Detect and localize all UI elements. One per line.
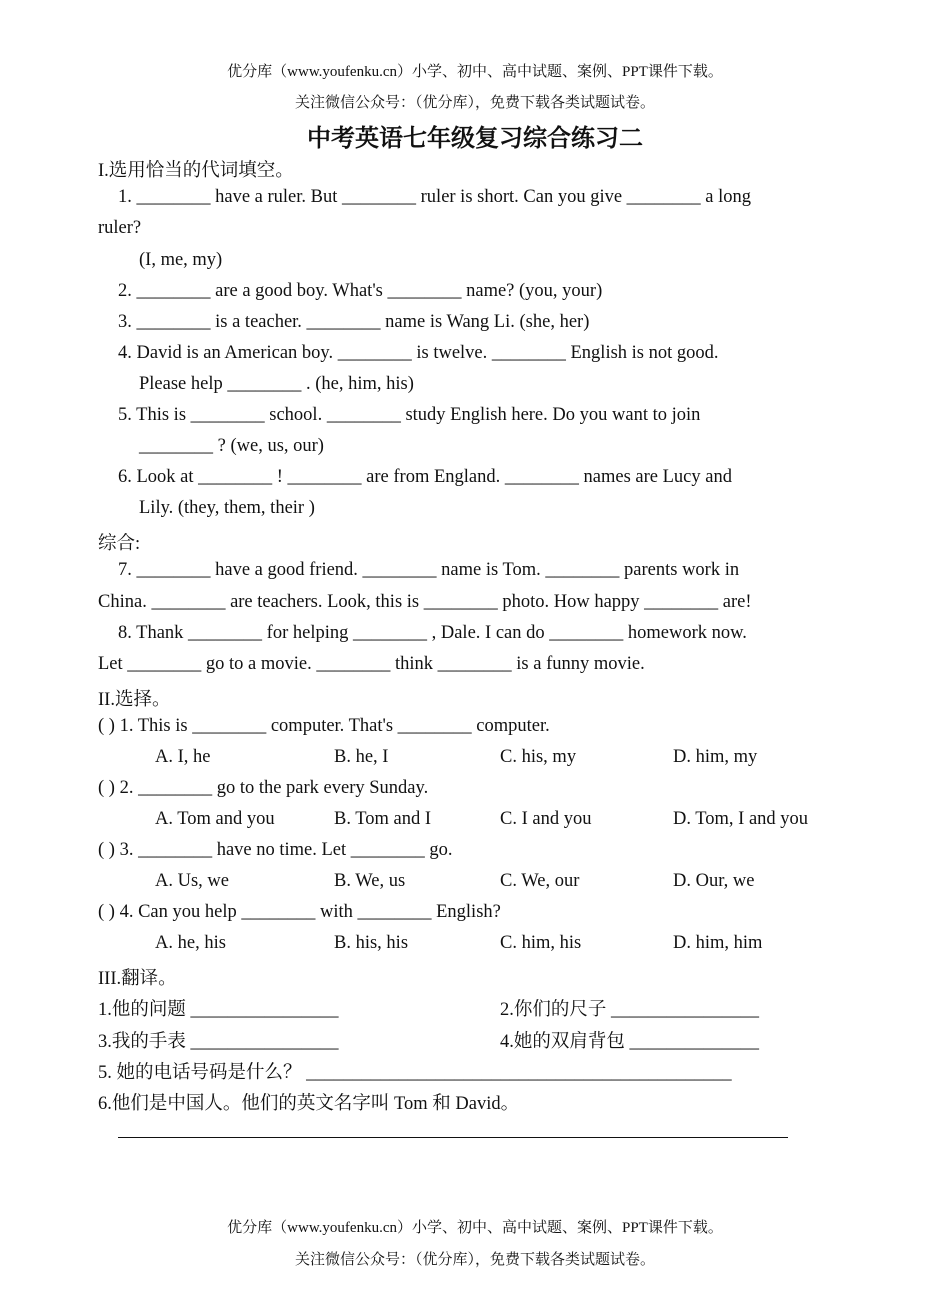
option-a: A. I, he xyxy=(155,747,211,767)
footer-line-2: 关注微信公众号：（优分库），免费下载各类试题试卷。 xyxy=(294,1252,655,1268)
option-c: C. his, my xyxy=(500,747,577,767)
translation-item: 6.他们是中国人。他们的英文名字叫 Tom 和 David。 xyxy=(98,1094,520,1114)
section-3-heading: III.翻译。 xyxy=(98,969,177,989)
question-stem: ( ) 4. Can you help ________ with ________ English? xyxy=(98,902,501,922)
option-b: B. Tom and I xyxy=(334,809,432,829)
header-line-2: 关注微信公众号：（优分库），免费下载各类试题试卷。 xyxy=(294,95,655,111)
option-d: D. Our, we xyxy=(673,871,755,891)
section-1-line: (I, me, my) xyxy=(139,250,223,270)
section-1-line: 4. David is an American boy. ________ is twelve. ________ English is not good. xyxy=(118,343,719,363)
option-c: C. We, our xyxy=(500,871,580,891)
combined-line: Let ________ go to a movie. ________ think ________ is a funny movie. xyxy=(98,654,645,674)
option-c: C. I and you xyxy=(500,809,592,829)
option-b: B. his, his xyxy=(334,933,409,953)
translation-item: 1.他的问题 ________________ xyxy=(98,1000,339,1020)
option-a: A. Us, we xyxy=(155,871,229,891)
combined-line: 8. Thank ________ for helping ________ , Dale. I can do ________ homework now. xyxy=(118,623,747,643)
section-1-line: Lily. (they, them, their ) xyxy=(139,498,315,518)
section-1-line: 6. Look at ________ ! ________ are from England. ________ names are Lucy and xyxy=(118,467,732,487)
section-1-line: Please help ________ . (he, him, his) xyxy=(139,374,414,394)
section-1-line: 1. ________ have a ruler. But ________ ruler is short. Can you give ________ a long xyxy=(118,187,752,207)
question-stem: ( ) 1. This is ________ computer. That's ________ computer. xyxy=(98,716,550,736)
section-1-line: 3. ________ is a teacher. ________ name is Wang Li. (she, her) xyxy=(118,312,590,332)
translation-item: 3.我的手表 ________________ xyxy=(98,1032,339,1052)
option-c: C. him, his xyxy=(500,933,582,953)
footer-line-1: 优分库（www.youfenku.cn）小学、初中、高中试题、案例、PPT课件下载。 xyxy=(227,1220,723,1236)
section-1-line: ________ ? (we, us, our) xyxy=(139,436,324,456)
combined-heading: 综合: xyxy=(98,534,141,554)
option-a: A. Tom and you xyxy=(155,809,275,829)
option-b: B. he, I xyxy=(334,747,389,767)
section-1-line: 2. ________ are a good boy. What's ________ name? (you, your) xyxy=(118,281,603,301)
option-b: B. We, us xyxy=(334,871,406,891)
translation-item: 5. 她的电话号码是什么？ ______________________________________________ xyxy=(98,1063,732,1083)
option-d: D. him, my xyxy=(673,747,758,767)
section-1-heading: I.选用恰当的代词填空。 xyxy=(98,161,294,181)
question-stem: ( ) 2. ________ go to the park every Sunday. xyxy=(98,778,429,798)
option-d: D. him, him xyxy=(673,933,763,953)
section-1-line: ruler? xyxy=(98,218,142,238)
translation-item: 2.你们的尺子 ________________ xyxy=(500,1000,760,1020)
option-d: D. Tom, I and you xyxy=(673,809,809,829)
question-stem: ( ) 3. ________ have no time. Let ________ go. xyxy=(98,840,453,860)
option-a: A. he, his xyxy=(155,933,226,953)
section-1-line: 5. This is ________ school. ________ study English here. Do you want to join xyxy=(118,405,701,425)
header-line-1: 优分库（www.youfenku.cn）小学、初中、高中试题、案例、PPT课件下载。 xyxy=(227,64,723,80)
combined-line: China. ________ are teachers. Look, this is ________ photo. How happy ________ are! xyxy=(98,592,752,612)
section-2-heading: II.选择。 xyxy=(98,690,171,710)
page-title: 中考英语七年级复习综合练习二 xyxy=(307,124,643,152)
answer-line xyxy=(118,1137,788,1138)
combined-line: 7. ________ have a good friend. ________ name is Tom. ________ parents work in xyxy=(118,560,740,580)
translation-item: 4.她的双肩背包 ______________ xyxy=(500,1032,760,1052)
